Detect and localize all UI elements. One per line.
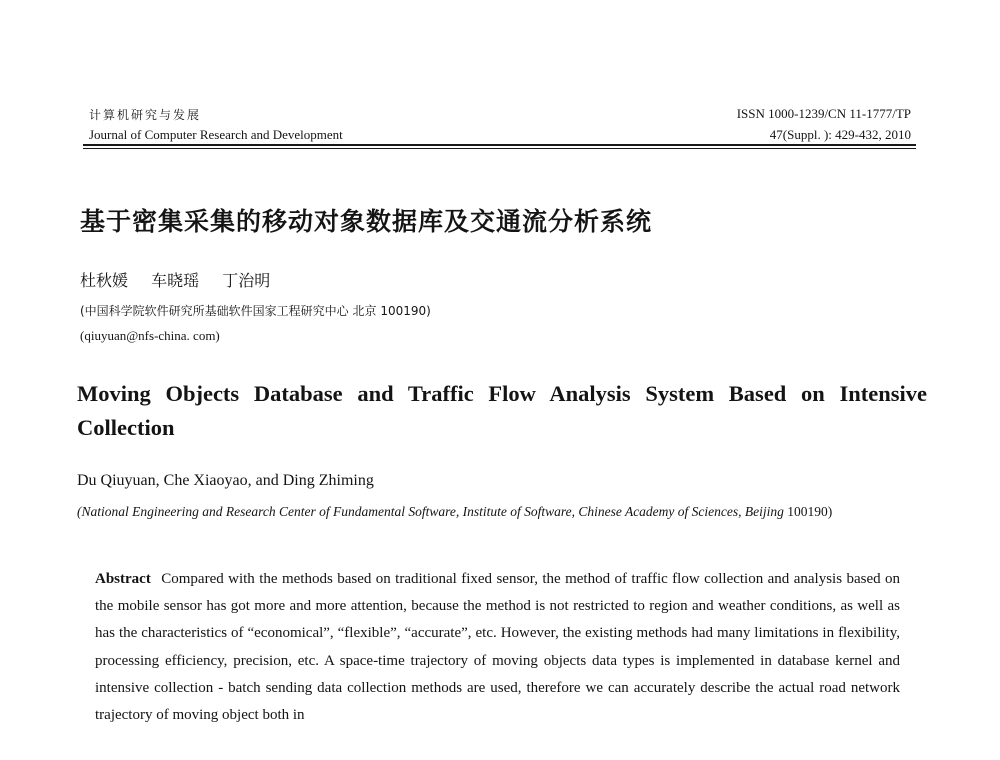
journal-name-cn: 计算机研究与发展: [89, 108, 202, 122]
author-email: (qiuyuan@nfs-china. com): [80, 328, 220, 343]
author-cn: 丁治明: [222, 271, 271, 290]
abstract-label: Abstract: [95, 571, 151, 587]
affiliation-en-text: (National Engineering and Research Center of Fundamental Software, Institute of Software, Chinese Academy of Sciences, Beijing: [77, 504, 784, 519]
journal-volume: 47(Suppl. ): 429-432, 2010: [769, 127, 911, 142]
author-cn: 车晓瑶: [151, 271, 200, 290]
journal-issn: ISSN 1000-1239/CN 11-1777/TP: [736, 106, 911, 121]
affiliation-en-postal: 100190): [787, 504, 833, 519]
author-list-en: Du Qiuyuan, Che Xiaoyao, and Ding Zhiming: [77, 472, 374, 489]
author-cn: 杜秋媛: [80, 271, 129, 290]
header-rule-thin: [83, 148, 916, 149]
abstract-text: Compared with the methods based on traditional fixed sensor, the method of traffic flow collection and analysis based on the mobile sensor has got more and more attention, because the method is not restricted to region and weather conditions, as well as has the characteristics of “economical”, “flexible”, “accurate”, etc. However, the existing methods had many limitations in flexibility, processing efficiency, precision, etc. A space-time trajectory of moving objects data types is implemented in database kernel and intensive collection - batch sending data collection methods are used, therefore we can accurately describe the actual road network trajectory of moving object both in: [95, 571, 901, 724]
paper-title-cn: 基于密集采集的移动对象数据库及交通流分析系统: [80, 207, 653, 236]
affiliation-en: [77, 499, 917, 525]
paper-title-en: Moving Objects Database and Traffic Flow Analysis System Based on Intensive Collection: [77, 381, 927, 440]
journal-name-en: Journal of Computer Research and Development: [89, 127, 343, 142]
affiliation-cn: (中国科学院软件研究所基础软件国家工程研究中心 北京 100190): [80, 304, 431, 318]
author-list-cn: [80, 268, 288, 291]
header-rule-thick: [83, 144, 916, 146]
abstract: [95, 566, 900, 729]
